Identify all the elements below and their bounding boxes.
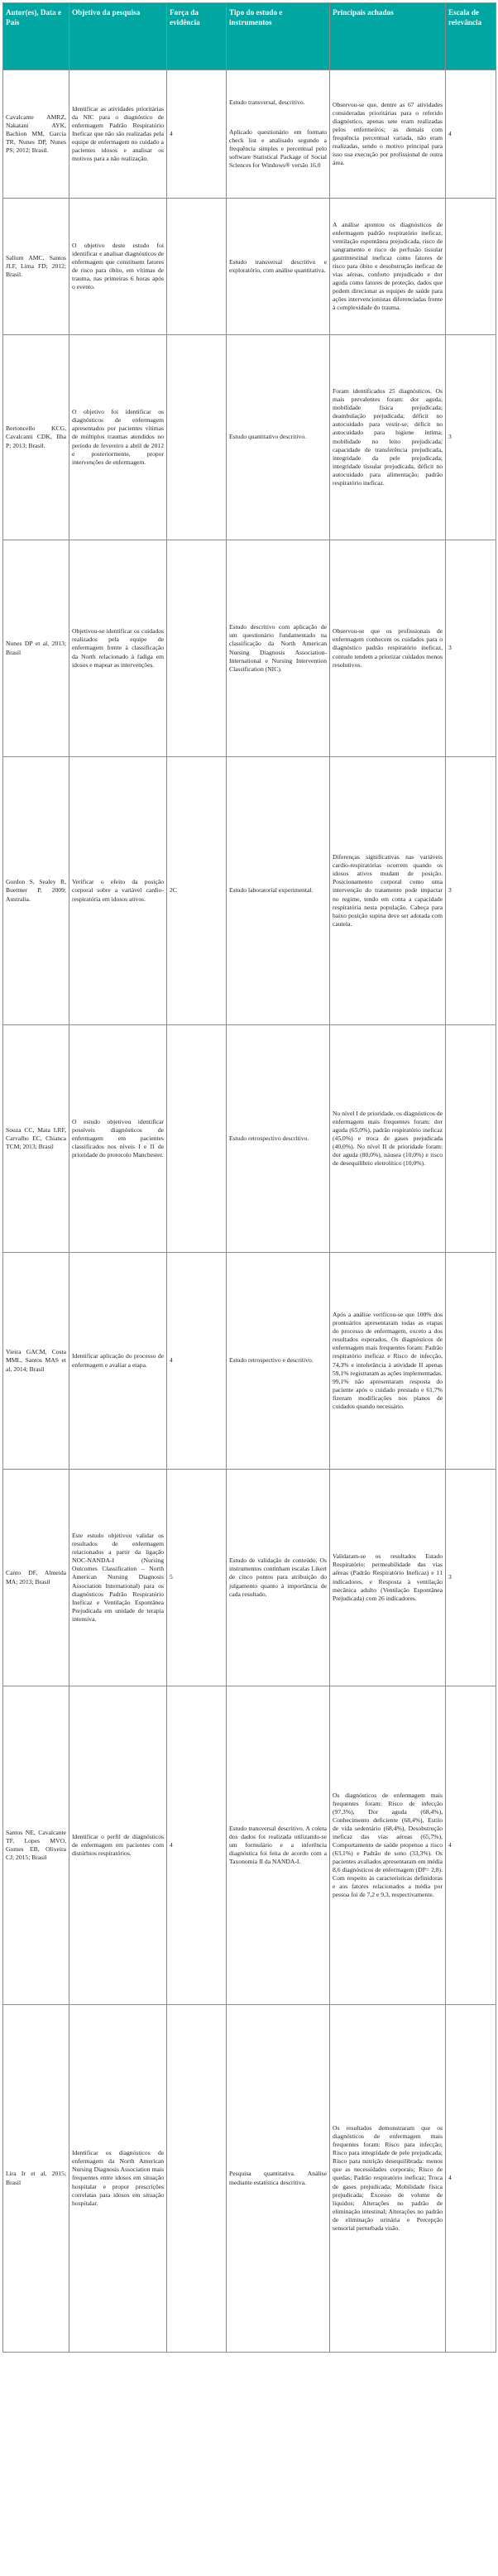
cell-evidence [167,199,227,335]
cell-relevance: 3 [446,757,496,1025]
header-findings: Principais achados [330,3,446,70]
cell-objective: Identificar o perfil de diagnósticos de enfermagem em pacientes com distúrbios respiratórios. [69,1686,167,2005]
cell-findings: Os resultados demonstraram que os diagnósticos de enfermagem mais frequentes foram: Risco para infecção; Risco para integridade de pele prejudicada; Risco para nutrição desequilibrada: menos que as necessidades corporais; Risco de quedas; Padrão respiratório ineficaz; Troca de gases prejudicada; Mobilidade física prejudicada; Excesso de volume de líquidos; Alterações no padrão de eliminação intestinal; Alterações no padrão de eliminação urinária e Percepção sensorial perturbada visão. [330,2005,446,2353]
type-paragraph: Aplicado questionário em formato check list e analisado segundo a frequência simples e percentual pelo software Statistical Package of Social Sciences for Windows® versão 16.0 [229,127,327,170]
cell-type: Pesquisa quantitativa. Análise mediante estatística descritiva. [227,2005,330,2353]
header-row [3,3,496,70]
cell-author: Canto DF, Almeida MA; 2013; Brasil [3,1470,69,1686]
cell-author: Sallum AMC, Santos JLF, Lima FD; 2012; Brasil. [3,199,69,335]
cell-type: Estudo transversal descritivo e exploratório, com análise quantitativa. [227,199,330,335]
cell-findings: No nível I de prioridade, os diagnósticos de enfermagem mais frequentes foram: dor aguda (65,0%), padrão respiratório ineficaz (45,0%) e troca de gases prejudicada (40,0%). No nível II de prioridade foram: dor aguda (80,0%), náusea (10,0%) e risco de desequilíbrio eletrolítico (10,0%). [330,1025,446,1253]
cell-evidence [167,540,227,757]
cell-findings: Os diagnósticos de enfermagem mais frequentes foram: Risco de infecção (97,3%), Dor aguda (68,4%), Conhecimento deficiente (68,4%), Estilo de vida sedentário (68,4%), Desobstrução ineficaz das vias aéreas (65,7%), Comportamento de saúde propenso a risco (63,1%) e Padrão de sono (33,3%). Os pacientes avaliados apresentaram em média 8,6 diagnósticos de enfermagem (DP= 2,8). Com respeito às características definidoras e aos fatores relacionados a média por pessoa foi de 7,2 e 9,3, respectivamente. [330,1686,446,2005]
type-paragraph: Estudo transversal, descritivo. [229,98,305,106]
cell-evidence: 4 [167,70,227,199]
table-row [3,1025,496,1253]
cell-findings: Observou-se que, dentre as 67 atividades consideradas prioritárias para o referido diagnóstico, apenas sete eram realizadas pelos enfermeiros; as demais com frequência percentual variada, não eram realizadas, sendo o motivo principal para isso sua execução por profissional de outra área. [330,70,446,199]
header-type: Tipo do estudo e instrumentos [227,3,330,70]
cell-type: Estudo retrospectivo descritivo. [227,1025,330,1253]
cell-evidence: 4 [167,1253,227,1470]
cell-author: Lira Ir et al, 2015; Brasil [3,2005,69,2353]
cell-objective: Identificar aplicação do processo de enfermagem e avaliar a etapa. [69,1253,167,1470]
cell-type [227,70,330,199]
cell-author: Vieira GACM, Costa MML, Santos MAS et al, 2014; Brasil [3,1253,69,1470]
review-table [2,2,496,2353]
cell-objective: Verificar o efeito da posição corporal sobre a variável cardio-respiratória em idosos ativos. [69,757,167,1025]
cell-type: Estudo descritivo com aplicação de um questionário fundamentado na classificação da North American Nursing Diagnosis Association- International e Nursing Intervention Classification (NIC). [227,540,330,757]
cell-relevance: 3 [446,335,496,540]
cell-evidence: 4 [167,1686,227,2005]
cell-relevance: 4 [446,70,496,199]
cell-relevance [446,199,496,335]
cell-type: Estudo quantitativo descritivo. [227,335,330,540]
cell-author: Santos NE, Cavalcante TF, Lopes MVO, Gomes EB, Oliveira CJ; 2015; Brasil [3,1686,69,2005]
header-relevance: Escala de relevância [446,3,496,70]
header-objective: Objetivo da pesquisa [69,3,167,70]
cell-relevance: 4 [446,1686,496,2005]
cell-author: Gordon S, Sealey R, Buettner P, 2009; Australia. [3,757,69,1025]
header-author: Autor(es), Data e País [3,3,69,70]
cell-type: Estudo retrospectivo e descritivo. [227,1253,330,1470]
cell-type: Estudo de validação de conteúdo. Os instrumentos continham escalas Likert de cinco pontos para atribuição do julgamento quanto à importância de cada resultado. [227,1470,330,1686]
cell-relevance: 4 [446,2005,496,2353]
cell-objective: Objetivou-se identificar os cuidados realizados pela equipe de enfermagem frente à classificação da North relacionado à fadiga em idosos e mapear as intervenções. [69,540,167,757]
cell-objective: O objetivo deste estudo foi identificar e analisar diagnósticos de enfermagem que constituem fatores de risco para óbito, em vítimas de trauma, nas primeiras 6 horas após o evento. [69,199,167,335]
table-row [3,199,496,335]
cell-findings: Diferenças significativas nas variáveis cardio-respiratórias ocorrem quando os idosos ativos mudam de posição. Posicionamento corporal como uma intervenção do tratamento pode impactar no regime, tendo em conta a capacidade respiratória nesta população. Cabeça para baixo posição supina deve ser adotada com cautela. [330,757,446,1025]
cell-relevance [446,1253,496,1470]
header-evidence: Força da evidência [167,3,227,70]
cell-objective: Identificar os diagnósticos de enfermagem da North American Nursing Diagnosis Association mais frequentes entre idosos em situação hospitalar e propor prescrições correlatas para idosos em situação hospitalar. [69,2005,167,2353]
cell-findings: Foram identificados 25 diagnósticos. Os mais prevalentes foram: dor aguda; mobilidade física prejudicada; deambulação prejudicada; déficit no autocuidado para vestir-se; déficit no autocuidado para higiene íntima; mobilidade no leito prejudicada; capacidade de transferência prejudicada, integridade da pele prejudicada; integridade tissular prejudicada, déficit no autocuidado para alimentação; padrão respiratório ineficaz. [330,335,446,540]
cell-evidence: 5 [167,1470,227,1686]
cell-findings: Após a análise verificou-se que 100% dos prontuários apresentaram todas as etapas do processo de enfermagem, exceto a dos resultados esperados. Os diagnósticos de enfermagem mais frequentes foram: Padrão respiratório ineficaz e Risco de infecção, 74,3% e intolerância à atividade II apenas 59,1% registraram as ações implementadas. 99,1% não apresentaram resposta do paciente após o cuidado prestado e 61,7% fizeram modificações nos planos de cuidados quando necessário. [330,1253,446,1470]
cell-objective: Este estudo objetivou validar os resultados de enfermagem relacionados a partir da ligação NOC-NANDA-I (Nursing Outcomes Classification – North American Nursing Diagnosis Association International) para os diagnósticos Padrão Respiratório Ineficaz e Ventilação Espontânea Prejudicada em unidade de terapia intensiva. [69,1470,167,1686]
cell-relevance [446,1025,496,1253]
cell-evidence [167,1025,227,1253]
cell-findings: Observou-se que os profissionais de enfermagem conhecem os cuidados para o diagnóstico padrão respiratório ineficaz, contudo tendem a priorizar cuidados menos resolutivos. [330,540,446,757]
table-row [3,335,496,540]
cell-objective: O estudo objetivou identificar possíveis diagnósticos de enfermagem em pacientes classificados nos níveis I e II de prioridade do protocolo Manchester. [69,1025,167,1253]
cell-evidence [167,2005,227,2353]
cell-objective: O objetivo foi identificar os diagnósticos de enfermagem apresentados por pacientes vítimas de múltiplos traumas atendidos no período de fevereiro a abril de 2012 e posteriormente, propor intervenções de enfermagem. [69,335,167,540]
cell-author: Bertoncello KCG, Cavalcanti CDK, Ilha P; 2013; Brasil. [3,335,69,540]
cell-findings: Validaram-se os resultados Estado Respiratório: permeabilidade das vias aéreas (Padrão Respiratório Ineficaz) e 11 indicadores, e Resposta à ventilação mecânica adulto (Ventilação Espontânea Prejudicada) com 26 indicadores. [330,1470,446,1686]
cell-findings: A análise apontou os diagnósticos de enfermagem padrão respiratório ineficaz, ventilação espontânea prejudicada, risco de sangramento e risco de perfusão tissular gastrintestinal ineficaz como fatores de risco para óbito e desobstrução ineficaz de vias aéreas, conforto prejudicado e dor aguda como fatores de proteção, dados que podem direcionar as equipes de saúde para ações intervencionistas diferenciadas frente à complexidade do trauma. [330,199,446,335]
cell-author: Souza CC, Mata LRF, Carvalho EC, Chianca TCM; 2013; Brasil [3,1025,69,1253]
cell-objective: Identificar as atividades prioritárias da NIC para o diagnóstico de enfermagem Padrão Respiratório Ineficaz que não são realizadas pela equipe de enfermagem no cuidado a pacientes idosos e analisar os motivos para a não realização. [69,70,167,199]
table-row [3,540,496,757]
table-row [3,70,496,199]
table-row [3,1253,496,1470]
cell-relevance: 3 [446,1470,496,1686]
table-row [3,2005,496,2353]
cell-type: Estudo transversal descritivo. A coleta dos dados foi realizada utilizando-se um formulário e a inferência diagnóstica foi feita de acordo com a Taxonomia II da NANDA-I. [227,1686,330,2005]
cell-evidence: 2C [167,757,227,1025]
cell-type: Estudo laboratorial experimental. [227,757,330,1025]
table-row [3,757,496,1025]
cell-author: Cavalcante AMRZ, Nakatani AYK, Bachion MM, Garcia TR, Nunes DP, Nunes PS; 2012; Brasil. [3,70,69,199]
table-row [3,1470,496,1686]
table-row [3,1686,496,2005]
cell-relevance: 3 [446,540,496,757]
cell-evidence [167,335,227,540]
cell-author: Nunes DP et al, 2013; Brasil [3,540,69,757]
